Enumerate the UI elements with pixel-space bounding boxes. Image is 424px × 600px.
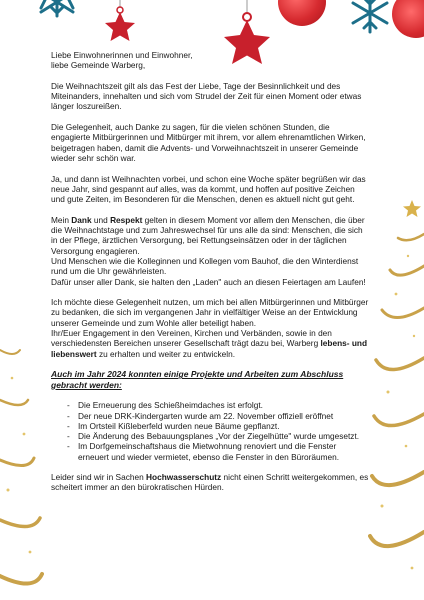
snowflake-icon [32, 0, 82, 28]
hanging-star-left [100, 0, 140, 52]
list-item: - Die Änderung des Bebauungsplanes „Vor der Ziegelhütte" wurde umgesetzt. [67, 431, 369, 441]
golden-ribbon-tree-right [368, 196, 424, 600]
list-item: - Der neue DRK-Kindergarten wurde am 22. November offiziell eröffnet [67, 411, 369, 421]
golden-ribbon-tree-left [0, 330, 44, 600]
projects-list [51, 400, 369, 462]
bold-dank: Dank [71, 214, 92, 225]
paragraph-respect: Mein Dank und Respekt gelten in diesem Moment vor allem den Menschen, die über die Weihnachtstage und zum Jahreswechsel für uns alle da sind: Menschen, die sich in der Pflege, ärztlichen Versorgung, bei Rettungseinsätzen oder in der täglichen Versorgung engagieren. Und Menschen wie die Kolleginnen und Kollegen vom Bauhof, die den Winterdienst rund um die Uhr gewährleisten. Dafür unser aller Dank, sie halten den „Laden" auch an diesen Feiertagen am Laufen! [51, 214, 366, 287]
paragraph-flood-protection: Leider sind wir in Sachen Hochwasserschutz nicht einen Schritt weitergekommen, es scheitert immer an den bürokratischen Hürden. [51, 471, 369, 493]
projects-heading: Auch im Jahr 2024 konnten einige Projekte und Arbeiten zum Abschluss gebracht werden: [51, 369, 344, 390]
red-ornament-ball [278, 0, 326, 26]
salutation-line-2: liebe Gemeinde Warberg, [51, 60, 146, 71]
red-ornament-ball [392, 0, 424, 38]
bauhof-line: Und Menschen wie die Kolleginnen und Kollegen vom Bauhof, die den Winterdienst rund um die Uhr gewährleisten. [51, 255, 359, 277]
snowflake-icon [345, 0, 395, 36]
bold-respekt: Respekt [110, 214, 143, 225]
paragraph-engagement: Ich möchte diese Gelegenheit nutzen, um mich bei allen Mitbürgerinnen und Mitbürger zu bedanken, die sich im vergangenen Jahr in vielfältiger Weise an der Entwicklung unserer Gemeinde und zum Wohle aller beteiligt haben. Ihr/Euer Engagement in den Vereinen, Kirchen und Verbänden, sowie in den verschiedensten Bereichen unserer Gesellschaft trägt dazu bei, Warberg lebens- und liebenswert zu erhalten und weiter zu entwickeln. [51, 297, 369, 359]
salutation [51, 50, 369, 71]
paragraph-thanks: Die Gelegenheit, auch Danke zu sagen, für die vielen schönen Stunden, die engagierte Mitbürgerinnen und Mitbürger mit ihrem, vor allem ehrenamtlichen Wirken, beigetragen haben, damit die Advents- und Vorweihnachtszeit in unserer Gemeinde wieder sehr schön war. [51, 122, 366, 163]
list-item: - Im Ortsteil Kißleberfeld wurden neue Bäume gepflanzt. [67, 421, 369, 431]
list-item: - Im Dorfgemeinschaftshaus die Mietwohnung renoviert und die Fenster erneuert und wieder vermietet, ebenso die Fenster in den Büroräumen. [67, 441, 369, 462]
laden-line: Dafür unser aller Dank, sie halten den „Laden" auch an diesen Feiertagen am Laufen! [51, 276, 366, 287]
paragraph-new-year: Ja, und dann ist Weihnachten vorbei, und schon eine Woche später begrüßen wir das neue Jahr, sind gespannt auf alles, was da kommt, und hoffen auf positive Zeichen und gute Zeiten, im Besonderen für die Menschen, denen es aktuell nicht gut geht. [51, 173, 366, 205]
bold-lebenswert: lebens- und liebenswert [51, 338, 368, 359]
list-item: - Die Erneuerung des Schießheimdaches ist erfolgt. [67, 400, 369, 410]
paragraph-intro: Die Weihnachtszeit gilt als das Fest der Liebe, Tage der Besinnlichkeit und des Miteinanders, innehalten und sich vom Strudel der Zeit für einen Moment oder etwas länger loszureißen. [51, 80, 362, 112]
bold-hochwasserschutz: Hochwasserschutz [146, 471, 222, 482]
salutation-line-1: Liebe Einwohnerinnen und Einwohner, [51, 50, 193, 60]
letter-body [51, 50, 369, 503]
